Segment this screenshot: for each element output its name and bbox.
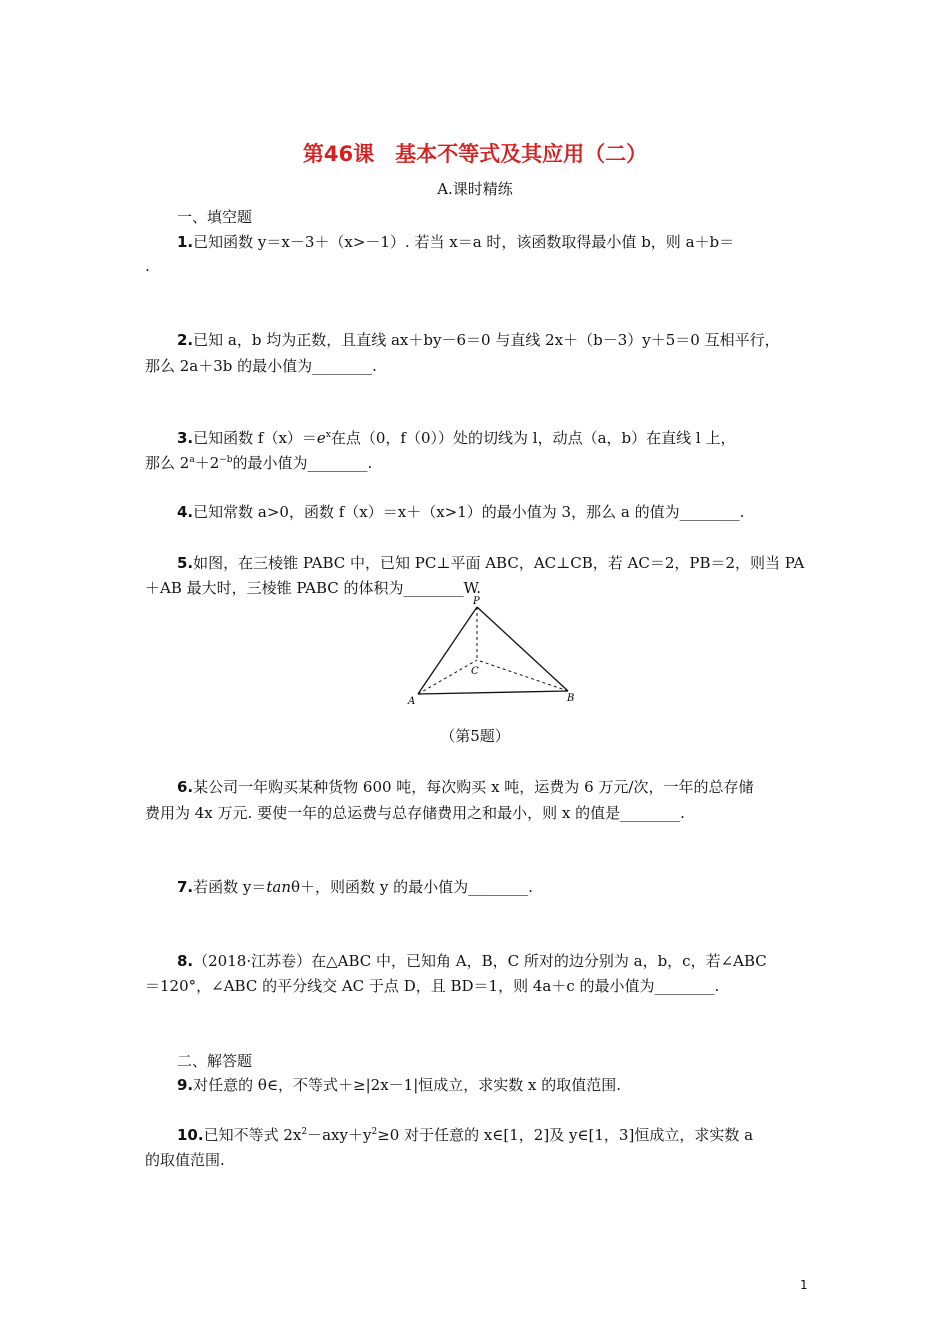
question-8-text: （2018·江苏卷）在△ABC 中，已知角 A，B，C 所对的边分别为 a，b，c，若∠ABC	[193, 952, 767, 970]
question-3-text-a: 已知函数 f（x）＝	[193, 429, 317, 447]
question-6-line-2: 费用为 4x 万元. 要使一年的总运费与总存储费用之和最小，则 x 的值是________.	[145, 804, 685, 822]
question-8-line-1	[177, 951, 767, 971]
page-title: 第46课 基本不等式及其应用（二）	[302, 142, 648, 166]
question-8-line-2: ＝120°，∠ABC 的平分线交 AC 于点 D，且 BD＝1，则 4a＋c 的最小值为________.	[145, 977, 720, 995]
question-2-line-2: 那么 2a＋3b 的最小值为________.	[145, 357, 377, 375]
question-7-text-b: θ＋，则函数 y 的最小值为________.	[291, 878, 533, 896]
pyramid-figure	[405, 596, 585, 708]
question-7-tan: tan	[266, 878, 292, 896]
label-a: A	[408, 696, 416, 707]
question-9-text: 对任意的 θ∈，不等式＋≥|2x－1|恒成立，求实数 x 的取值范围.	[193, 1076, 622, 1094]
edge-ab	[418, 691, 568, 694]
question-10-text-a: 已知不等式 2x	[203, 1126, 302, 1144]
figure-caption: （第5题）	[440, 727, 510, 745]
edge-pa	[418, 607, 477, 694]
question-8-number: 8.	[177, 952, 194, 970]
question-10-line-1	[177, 1125, 753, 1148]
question-9-number: 9.	[177, 1076, 194, 1094]
question-3-text-d: ＋2	[194, 454, 220, 472]
question-10-line-2: 的取值范围.	[145, 1151, 225, 1169]
question-3-number: 3.	[177, 429, 194, 447]
question-3-e: e	[316, 429, 326, 447]
question-10-text-c: ≥0 对于任意的 x∈[1，2]及 y∈[1，3]恒成立，求实数 a	[377, 1126, 754, 1144]
question-6-line-1	[177, 777, 753, 797]
question-3-line-2	[145, 453, 372, 476]
question-6-number: 6.	[177, 778, 194, 796]
section-heading-solve: 二、解答题	[177, 1052, 253, 1070]
page-number: 1	[800, 1278, 808, 1292]
question-7-text-a: 若函数 y＝	[193, 878, 267, 896]
question-1-number: 1.	[177, 233, 194, 251]
question-6-text: 某公司一年购买某种货物 600 吨，每次购买 x 吨，运费为 6 万元/次，一年的总存储	[193, 778, 754, 796]
question-1-line-2: .	[145, 257, 150, 275]
question-2-number: 2.	[177, 331, 194, 349]
label-p: P	[473, 596, 480, 607]
question-7-line-1	[177, 877, 533, 897]
question-3-line-1	[177, 428, 735, 451]
question-5-text: 如图，在三棱锥 PABC 中，已知 PC⊥平面 ABC，AC⊥CB，若 AC＝2，PB＝2，则当 PA	[193, 554, 805, 572]
question-10-exponent-1: 2	[301, 1127, 308, 1137]
question-7-number: 7.	[177, 878, 194, 896]
question-3-text-c: 那么 2	[145, 454, 190, 472]
edge-ac	[418, 660, 477, 694]
question-3-text-e: 的最小值为________.	[232, 454, 373, 472]
question-10-text-b: －axy＋y	[307, 1126, 372, 1144]
question-3-exponent-x: x	[325, 430, 331, 440]
question-1-line-1	[177, 232, 734, 252]
question-3-exponent-b: −b	[219, 455, 233, 465]
question-4-text: 已知常数 a>0，函数 f（x）＝x＋（x>1）的最小值为 3，那么 a 的值为________.	[193, 503, 745, 521]
question-4-number: 4.	[177, 503, 194, 521]
label-b: B	[567, 693, 575, 704]
question-2-line-1	[177, 330, 780, 350]
page-subtitle: A.课时精练	[437, 180, 513, 198]
question-5-line-2: ＋AB 最大时，三棱锥 PABC 的体积为________W.	[145, 579, 482, 597]
section-heading-fill-in: 一、填空题	[177, 208, 253, 226]
question-5-number: 5.	[177, 554, 194, 572]
question-2-text: 已知 a，b 均为正数，且直线 ax＋by－6＝0 与直线 2x＋（b－3）y＋5＝0 互相平行，	[193, 331, 780, 349]
question-1-text: 已知函数 y＝x－3＋（x>－1）. 若当 x＝a 时，该函数取得最小值 b，则 a＋b＝	[193, 233, 735, 251]
question-3-exponent-a: a	[189, 455, 195, 465]
label-c: C	[471, 666, 479, 677]
edge-bc	[477, 660, 568, 691]
question-3-text-b: 在点（0，f（0））处的切线为 l，动点（a，b）在直线 l 上，	[330, 429, 736, 447]
question-10-exponent-2: 2	[371, 1127, 378, 1137]
edge-pb	[477, 607, 568, 691]
question-9-line-1	[177, 1075, 621, 1095]
question-5-line-1	[177, 553, 804, 573]
question-10-number: 10.	[177, 1126, 204, 1144]
question-4-line-1	[177, 502, 744, 522]
